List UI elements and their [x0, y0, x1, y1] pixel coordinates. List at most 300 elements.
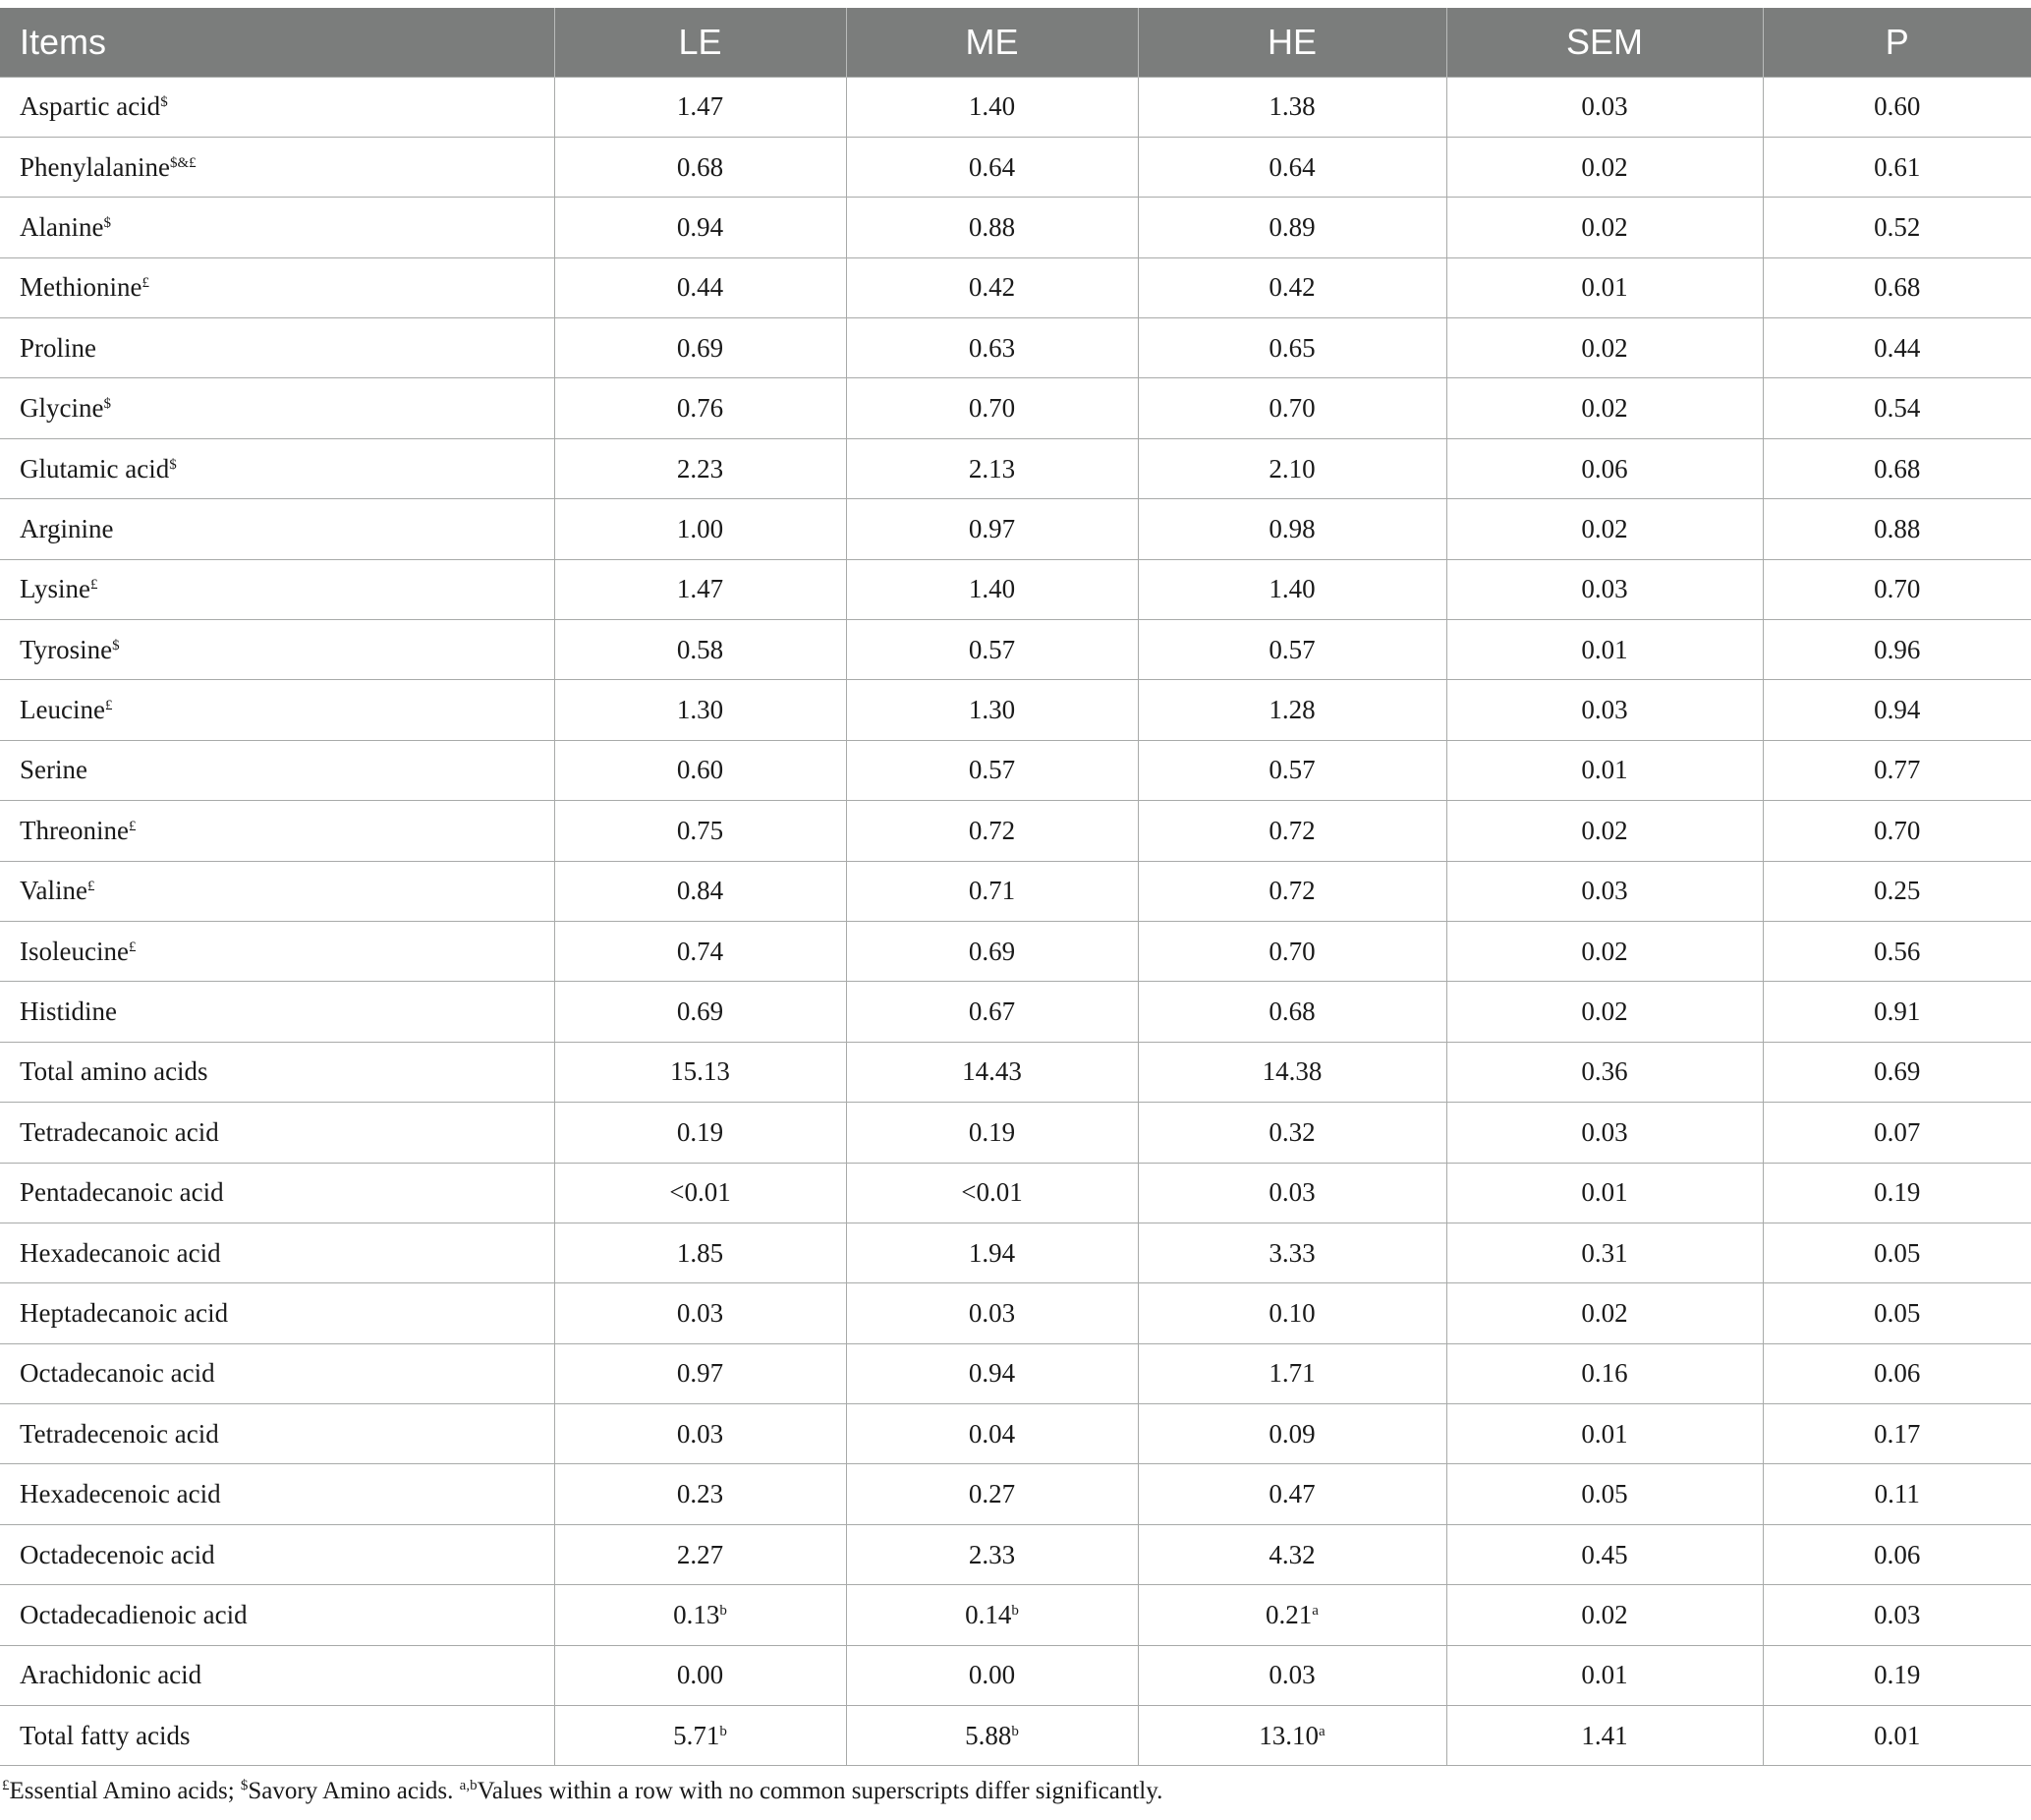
cell-le-value: 0.74 — [676, 936, 724, 966]
cell-he — [1138, 559, 1446, 619]
cell-le — [554, 680, 846, 740]
cell-me-value: 0.94 — [968, 1358, 1016, 1389]
cell-sem-value: 0.03 — [1581, 1116, 1628, 1147]
cell-me-value: 2.33 — [968, 1539, 1016, 1569]
table-row — [0, 740, 2031, 800]
cell-le-value: 15.13 — [670, 1056, 730, 1087]
cell-sem-value: 0.01 — [1581, 755, 1628, 785]
cell-sem-value: 0.01 — [1581, 272, 1628, 303]
cell-me-value: 0.72 — [968, 815, 1016, 845]
cell-he — [1138, 1283, 1446, 1343]
cell-p — [1763, 740, 2031, 800]
cell-item — [0, 620, 554, 680]
table-row — [0, 499, 2031, 559]
cell-p-value: 0.88 — [1874, 513, 1921, 543]
cell-le-value: 1.47 — [676, 91, 724, 122]
cell-item-superscript: £ — [104, 698, 113, 714]
cell-he-value: 2.10 — [1269, 453, 1316, 483]
cell-le — [554, 1404, 846, 1464]
cell-item-value: Proline — [20, 332, 96, 363]
cell-item-value: Alanine — [20, 211, 104, 242]
cell-le — [554, 1343, 846, 1403]
cell-le-value: 0.00 — [676, 1660, 724, 1690]
cell-sem-value: 0.45 — [1581, 1539, 1628, 1569]
cell-item-value: Hexadecenoic acid — [20, 1479, 221, 1509]
cell-he — [1138, 1163, 1446, 1223]
cell-sem — [1446, 1524, 1763, 1584]
cell-le — [554, 137, 846, 197]
cell-me — [846, 499, 1138, 559]
cell-p — [1763, 1343, 2031, 1403]
cell-le — [554, 921, 846, 981]
table-row — [0, 137, 2031, 197]
cell-p-value: 0.61 — [1874, 151, 1921, 182]
cell-p-value: 0.91 — [1874, 996, 1921, 1027]
cell-me-value: 0.04 — [968, 1418, 1016, 1449]
cell-he-value: 0.70 — [1269, 936, 1316, 966]
cell-me-value: 0.57 — [968, 755, 1016, 785]
cell-item — [0, 1223, 554, 1282]
cell-le — [554, 499, 846, 559]
footnote-symbol-pound: £ — [2, 1778, 10, 1794]
cell-he-value: 0.09 — [1269, 1418, 1316, 1449]
cell-sem — [1446, 137, 1763, 197]
cell-le — [554, 1103, 846, 1163]
cell-item-value: Heptadecanoic acid — [20, 1298, 229, 1328]
cell-sem-value: 0.02 — [1581, 1298, 1628, 1328]
table-row — [0, 861, 2031, 921]
cell-le-value: 0.03 — [676, 1418, 724, 1449]
cell-item-superscript: $ — [103, 396, 111, 413]
cell-le — [554, 257, 846, 317]
table-row — [0, 257, 2031, 317]
cell-item — [0, 1404, 554, 1464]
cell-item-value: Tetradecanoic acid — [20, 1116, 219, 1147]
cell-le — [554, 1283, 846, 1343]
cell-p — [1763, 1223, 2031, 1282]
cell-he — [1138, 861, 1446, 921]
cell-me — [846, 620, 1138, 680]
cell-sem-value: 0.03 — [1581, 574, 1628, 604]
cell-p-value: 0.96 — [1874, 634, 1921, 664]
cell-he — [1138, 77, 1446, 137]
cell-p-value: 0.05 — [1874, 1298, 1921, 1328]
cell-item-value: Glutamic acid — [20, 453, 170, 483]
cell-item-value: Glycine — [20, 393, 104, 424]
cell-sem — [1446, 559, 1763, 619]
cell-me — [846, 1042, 1138, 1102]
cell-le-value: 0.58 — [676, 634, 724, 664]
table-row — [0, 1524, 2031, 1584]
cell-le-value: 2.27 — [676, 1539, 724, 1569]
cell-sem — [1446, 257, 1763, 317]
cell-sem — [1446, 861, 1763, 921]
cell-he — [1138, 801, 1446, 861]
cell-he — [1138, 1464, 1446, 1524]
table-row — [0, 559, 2031, 619]
cell-he-value: 0.98 — [1269, 513, 1316, 543]
cell-he — [1138, 982, 1446, 1042]
cell-me — [846, 1706, 1138, 1766]
table-row — [0, 1223, 2031, 1282]
cell-he — [1138, 257, 1446, 317]
cell-item — [0, 198, 554, 257]
cell-he — [1138, 740, 1446, 800]
cell-sem-value: 0.02 — [1581, 815, 1628, 845]
cell-item-superscript: £ — [90, 577, 98, 594]
cell-sem-value: 0.02 — [1581, 151, 1628, 182]
header-me: ME — [846, 8, 1138, 77]
header-row — [0, 8, 2031, 77]
cell-le-value: 0.13 — [673, 1599, 720, 1629]
cell-sem — [1446, 1343, 1763, 1403]
cell-me — [846, 1163, 1138, 1223]
cell-he-value: 0.57 — [1269, 634, 1316, 664]
cell-le-value: 1.85 — [676, 1237, 724, 1268]
cell-le-value: 0.69 — [676, 332, 724, 363]
cell-sem — [1446, 1103, 1763, 1163]
cell-sem-value: 0.01 — [1581, 1660, 1628, 1690]
cell-p-value: 0.01 — [1874, 1720, 1921, 1750]
cell-he-value: 1.38 — [1269, 91, 1316, 122]
cell-p-value: 0.44 — [1874, 332, 1921, 363]
cell-le-value: 0.69 — [676, 996, 724, 1027]
cell-sem — [1446, 318, 1763, 378]
cell-sem-value: 0.02 — [1581, 393, 1628, 424]
cell-sem-value: 0.01 — [1581, 1418, 1628, 1449]
cell-me-value: 0.42 — [968, 272, 1016, 303]
cell-le — [554, 1524, 846, 1584]
header-he: HE — [1138, 8, 1446, 77]
cell-he-value: 0.42 — [1269, 272, 1316, 303]
cell-he-value: 1.28 — [1269, 695, 1316, 725]
cell-me-value: 0.97 — [968, 513, 1016, 543]
cell-me-superscript: b — [1011, 1723, 1019, 1739]
cell-me-value: 0.14 — [965, 1599, 1012, 1629]
cell-item-value: Octadecadienoic acid — [20, 1599, 248, 1629]
cell-sem-value: 0.03 — [1581, 91, 1628, 122]
cell-sem-value: 1.41 — [1581, 1720, 1628, 1750]
cell-p — [1763, 257, 2031, 317]
cell-me — [846, 680, 1138, 740]
table-header — [0, 8, 2031, 77]
cell-item-value: Isoleucine — [20, 936, 129, 966]
cell-me-value: <0.01 — [961, 1177, 1023, 1208]
cell-me-value: 0.70 — [968, 393, 1016, 424]
cell-le — [554, 1223, 846, 1282]
cell-p — [1763, 137, 2031, 197]
cell-he-value: 0.68 — [1269, 996, 1316, 1027]
cell-sem — [1446, 1163, 1763, 1223]
cell-me — [846, 1223, 1138, 1282]
cell-sem-value: 0.01 — [1581, 634, 1628, 664]
cell-item-superscript: $ — [112, 637, 120, 654]
cell-he-value: 1.71 — [1269, 1358, 1316, 1389]
cell-le — [554, 1042, 846, 1102]
table-row — [0, 1585, 2031, 1645]
cell-he — [1138, 499, 1446, 559]
cell-item-value: Total amino acids — [20, 1056, 208, 1087]
cell-he-superscript: a — [1312, 1602, 1319, 1619]
cell-he — [1138, 1343, 1446, 1403]
table-row — [0, 1404, 2031, 1464]
cell-p — [1763, 982, 2031, 1042]
cell-sem-value: 0.05 — [1581, 1479, 1628, 1509]
cell-p — [1763, 1645, 2031, 1705]
cell-sem — [1446, 1283, 1763, 1343]
cell-p — [1763, 620, 2031, 680]
cell-sem-value: 0.01 — [1581, 1177, 1628, 1208]
cell-he-value: 0.72 — [1269, 876, 1316, 906]
cell-item-value: Pentadecanoic acid — [20, 1177, 224, 1208]
amino-fatty-acid-table — [0, 8, 2031, 1766]
cell-item — [0, 801, 554, 861]
cell-item-superscript: $ — [103, 214, 111, 231]
cell-me — [846, 921, 1138, 981]
cell-p-value: 0.94 — [1874, 695, 1921, 725]
cell-p — [1763, 861, 2031, 921]
cell-he — [1138, 318, 1446, 378]
cell-p — [1763, 1103, 2031, 1163]
table-row — [0, 921, 2031, 981]
cell-p — [1763, 559, 2031, 619]
table-row — [0, 620, 2031, 680]
cell-sem — [1446, 378, 1763, 438]
cell-he — [1138, 1585, 1446, 1645]
table-row — [0, 1103, 2031, 1163]
cell-item-value: Methionine — [20, 272, 142, 303]
cell-item-superscript: £ — [86, 879, 95, 895]
cell-he-value: 14.38 — [1262, 1056, 1323, 1087]
cell-item — [0, 680, 554, 740]
cell-he — [1138, 620, 1446, 680]
cell-le-value: 5.71 — [673, 1720, 720, 1750]
cell-p-value: 0.77 — [1874, 755, 1921, 785]
cell-p-value: 0.19 — [1874, 1660, 1921, 1690]
cell-me — [846, 257, 1138, 317]
cell-le-value: 1.47 — [676, 574, 724, 604]
cell-item — [0, 1163, 554, 1223]
cell-le — [554, 1585, 846, 1645]
cell-he-value: 0.03 — [1269, 1660, 1316, 1690]
cell-le-value: 0.94 — [676, 211, 724, 242]
cell-p — [1763, 438, 2031, 498]
cell-me-value: 0.57 — [968, 634, 1016, 664]
cell-item-value: Serine — [20, 755, 87, 785]
cell-p-value: 0.05 — [1874, 1237, 1921, 1268]
cell-item — [0, 1103, 554, 1163]
cell-me-value: 0.00 — [968, 1660, 1016, 1690]
cell-p-value: 0.03 — [1874, 1599, 1921, 1629]
cell-sem-value: 0.02 — [1581, 513, 1628, 543]
footnote-symbol-dollar: $ — [240, 1778, 249, 1794]
cell-me-superscript: b — [1011, 1602, 1019, 1619]
cell-le-value: 0.23 — [676, 1479, 724, 1509]
cell-p-value: 0.11 — [1874, 1479, 1920, 1509]
cell-p — [1763, 1524, 2031, 1584]
cell-p — [1763, 318, 2031, 378]
cell-he — [1138, 1645, 1446, 1705]
cell-p — [1763, 921, 2031, 981]
cell-p-value: 0.68 — [1874, 272, 1921, 303]
cell-me-value: 1.30 — [968, 695, 1016, 725]
cell-sem — [1446, 198, 1763, 257]
cell-sem — [1446, 1404, 1763, 1464]
cell-item — [0, 1343, 554, 1403]
cell-me-value: 0.64 — [968, 151, 1016, 182]
cell-item-value: Arachidonic acid — [20, 1660, 202, 1690]
cell-item — [0, 77, 554, 137]
header-items: Items — [20, 21, 107, 62]
cell-item-value: Tyrosine — [20, 634, 113, 664]
cell-le-value: 0.84 — [676, 876, 724, 906]
cell-p — [1763, 77, 2031, 137]
table-row — [0, 1283, 2031, 1343]
cell-le — [554, 861, 846, 921]
cell-le — [554, 1464, 846, 1524]
cell-le — [554, 1163, 846, 1223]
cell-p-value: 0.17 — [1874, 1418, 1921, 1449]
cell-he-value: 3.33 — [1269, 1237, 1316, 1268]
cell-p-value: 0.54 — [1874, 393, 1921, 424]
cell-he — [1138, 1524, 1446, 1584]
cell-item — [0, 1283, 554, 1343]
cell-le — [554, 801, 846, 861]
cell-me-value: 0.63 — [968, 332, 1016, 363]
cell-item — [0, 559, 554, 619]
cell-me-value: 0.88 — [968, 211, 1016, 242]
table-row — [0, 1645, 2031, 1705]
cell-p-value: 0.52 — [1874, 211, 1921, 242]
cell-he-value: 0.64 — [1269, 151, 1316, 182]
cell-he-value: 0.32 — [1269, 1116, 1316, 1147]
cell-item-value: Octadecanoic acid — [20, 1358, 215, 1389]
cell-me-value: 0.19 — [968, 1116, 1016, 1147]
cell-sem-value: 0.03 — [1581, 695, 1628, 725]
cell-item — [0, 1464, 554, 1524]
table-container — [0, 8, 2031, 1805]
cell-p-value: 0.69 — [1874, 1056, 1921, 1087]
cell-sem-value: 0.06 — [1581, 453, 1628, 483]
cell-p-value: 0.19 — [1874, 1177, 1921, 1208]
cell-item-value: Phenylalanine — [20, 151, 170, 182]
cell-he-value: 0.65 — [1269, 332, 1316, 363]
cell-me — [846, 1524, 1138, 1584]
cell-le — [554, 1645, 846, 1705]
cell-le-value: <0.01 — [669, 1177, 731, 1208]
cell-me — [846, 1404, 1138, 1464]
cell-p — [1763, 1404, 2031, 1464]
cell-he-value: 0.10 — [1269, 1298, 1316, 1328]
cell-le-superscript: b — [719, 1723, 727, 1739]
cell-item-superscript: £ — [128, 938, 137, 955]
cell-item — [0, 499, 554, 559]
cell-sem-value: 0.02 — [1581, 332, 1628, 363]
cell-sem — [1446, 499, 1763, 559]
cell-item-value: Threonine — [20, 815, 129, 845]
cell-he — [1138, 680, 1446, 740]
cell-sem-value: 0.16 — [1581, 1358, 1628, 1389]
cell-me — [846, 378, 1138, 438]
cell-me — [846, 198, 1138, 257]
table-row — [0, 801, 2031, 861]
cell-p-value: 0.06 — [1874, 1539, 1921, 1569]
cell-p — [1763, 1163, 2031, 1223]
table-row — [0, 378, 2031, 438]
cell-le — [554, 378, 846, 438]
cell-sem — [1446, 438, 1763, 498]
cell-me — [846, 1585, 1138, 1645]
cell-item — [0, 1585, 554, 1645]
table-row — [0, 438, 2031, 498]
cell-p-value: 0.60 — [1874, 91, 1921, 122]
cell-le-value: 0.03 — [676, 1298, 724, 1328]
cell-sem-value: 0.02 — [1581, 1599, 1628, 1629]
cell-le — [554, 318, 846, 378]
cell-he — [1138, 1706, 1446, 1766]
table-footnote — [0, 1778, 2031, 1805]
table-row — [0, 1163, 2031, 1223]
cell-he — [1138, 921, 1446, 981]
cell-p-value: 0.06 — [1874, 1358, 1921, 1389]
cell-he-value: 0.89 — [1269, 211, 1316, 242]
cell-le — [554, 438, 846, 498]
footnote-symbol-ab: a,b — [459, 1778, 478, 1794]
cell-le-value: 1.30 — [676, 695, 724, 725]
cell-me — [846, 801, 1138, 861]
cell-le-value: 0.19 — [676, 1116, 724, 1147]
cell-me — [846, 1103, 1138, 1163]
cell-me-value: 0.67 — [968, 996, 1016, 1027]
cell-he-value: 13.10 — [1259, 1720, 1320, 1750]
cell-me — [846, 77, 1138, 137]
cell-p-value: 0.70 — [1874, 815, 1921, 845]
cell-le-value: 0.60 — [676, 755, 724, 785]
cell-p-value: 0.25 — [1874, 876, 1921, 906]
cell-me-value: 1.40 — [968, 91, 1016, 122]
cell-p — [1763, 1464, 2031, 1524]
cell-me-value: 0.69 — [968, 936, 1016, 966]
cell-me-value: 0.71 — [968, 876, 1016, 906]
cell-me — [846, 1283, 1138, 1343]
cell-le — [554, 1706, 846, 1766]
cell-sem-value: 0.02 — [1581, 996, 1628, 1027]
cell-p — [1763, 1042, 2031, 1102]
cell-le-superscript: b — [719, 1602, 727, 1619]
cell-he-value: 0.03 — [1269, 1177, 1316, 1208]
cell-sem — [1446, 1645, 1763, 1705]
cell-item-value: Total fatty acids — [20, 1720, 191, 1750]
cell-item-value: Octadecenoic acid — [20, 1539, 215, 1569]
cell-le — [554, 620, 846, 680]
cell-item — [0, 982, 554, 1042]
cell-item-value: Tetradecenoic acid — [20, 1418, 219, 1449]
cell-item-superscript: $ — [160, 94, 168, 111]
cell-he — [1138, 1404, 1446, 1464]
cell-me-value: 0.03 — [968, 1298, 1016, 1328]
cell-item-value: Lysine — [20, 574, 90, 604]
cell-le-value: 0.44 — [676, 272, 724, 303]
cell-he-value: 0.70 — [1269, 393, 1316, 424]
table-body — [0, 77, 2031, 1766]
footnote-text-essential: Essential Amino acids; — [9, 1778, 241, 1805]
cell-sem — [1446, 77, 1763, 137]
cell-item — [0, 740, 554, 800]
cell-p-value: 0.70 — [1874, 574, 1921, 604]
cell-me — [846, 137, 1138, 197]
cell-item-value: Arginine — [20, 513, 114, 543]
cell-me — [846, 318, 1138, 378]
